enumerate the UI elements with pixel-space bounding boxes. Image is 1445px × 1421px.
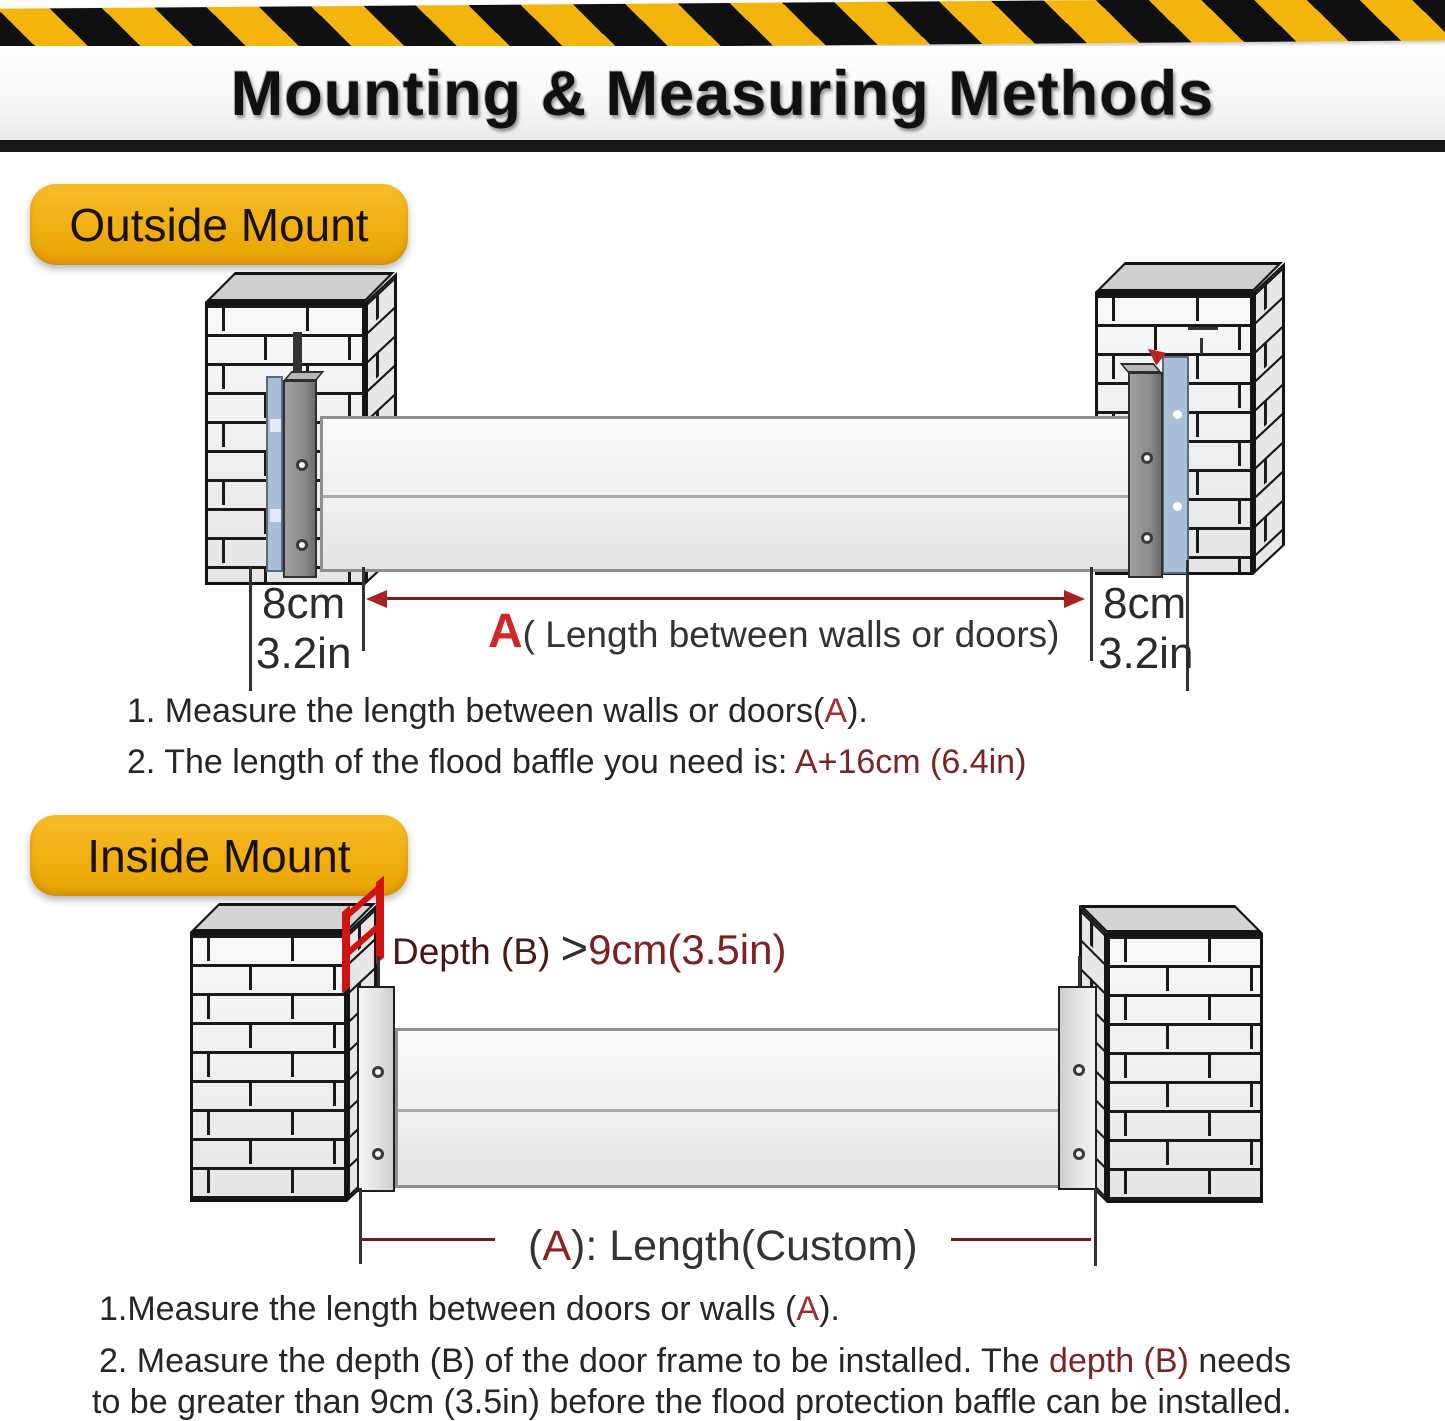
left-rail-blue-strip	[266, 376, 283, 572]
depth-value: 9cm(3.5in)	[588, 926, 787, 973]
anchor-slot-mark	[1200, 338, 1203, 354]
inside-right-rail	[1058, 986, 1097, 1190]
greater-than-sign: >	[560, 921, 589, 974]
step-highlight: A	[796, 1290, 820, 1328]
outside-step-1	[127, 692, 868, 731]
inside-right-pillar-front-face	[1107, 933, 1263, 1203]
flood-barrier-inside	[395, 1028, 1062, 1188]
measure-tick	[249, 567, 252, 691]
length-label-text: (	[528, 1222, 543, 1270]
screw-hole	[1073, 1148, 1085, 1160]
step-text: to be greater than 9cm (3.5in) before the flood protection baffle can be installed.	[92, 1383, 1292, 1421]
screw-hole	[1141, 532, 1153, 544]
arrowhead-left	[366, 590, 387, 608]
title-bar-divider	[0, 140, 1445, 152]
step-highlight: A+16cm (6.4in)	[794, 743, 1027, 781]
rail-slot	[270, 419, 281, 432]
screw-hole	[372, 1148, 384, 1160]
outside-step-2	[127, 743, 1026, 782]
step-highlight: A	[824, 692, 848, 730]
step-text: needs	[1188, 1342, 1291, 1380]
depth-label-text: Depth (B)	[392, 931, 561, 972]
right-rail-blue-strip	[1162, 356, 1189, 574]
inside-mount-badge-label: Inside Mount	[87, 829, 351, 882]
right-offset-in: 3.2in	[1098, 629, 1194, 678]
title-bar	[0, 46, 1445, 141]
length-measure-line	[362, 1238, 495, 1241]
left-offset-cm: 8cm	[262, 579, 346, 628]
span-measure-arrow	[374, 597, 1076, 600]
outside-mount-badge-label: Outside Mount	[69, 198, 369, 251]
step-text: 1. Measure the length between walls or doors(	[127, 692, 825, 730]
length-label-text: ): Length(Custom)	[571, 1222, 918, 1270]
step-text: ).	[819, 1290, 840, 1328]
inside-right-pillar-top-face	[1079, 905, 1263, 933]
span-measure-label	[488, 604, 1059, 659]
inside-left-pillar-front-face	[190, 932, 347, 1202]
inside-left-rail	[357, 986, 395, 1192]
step-text: ).	[847, 692, 868, 730]
outside-mount-badge	[30, 184, 408, 265]
inside-step-2	[99, 1342, 1291, 1381]
rail-slot	[1173, 502, 1182, 511]
dimension-a: A	[488, 605, 523, 658]
page-title: Mounting & Measuring Methods	[230, 58, 1215, 129]
outside-right-pillar-top-face	[1095, 262, 1283, 292]
dimension-a: A	[542, 1222, 572, 1270]
inside-step-2-continued	[92, 1383, 1292, 1421]
left-offset-in: 3.2in	[256, 629, 352, 678]
barrier-panel-seam	[398, 1109, 1059, 1112]
left-rail-anchor-pin	[377, 956, 380, 988]
rail-slot	[270, 509, 281, 522]
measure-tick	[1090, 567, 1093, 661]
barrier-panel-seam	[323, 495, 1132, 498]
length-custom-label	[528, 1222, 918, 1271]
right-rail-anchor-pin	[1078, 956, 1081, 988]
inside-mount-badge	[30, 815, 408, 896]
step-highlight: depth (B)	[1049, 1342, 1189, 1380]
measure-tick	[1094, 1188, 1097, 1266]
outside-right-pillar-side-face	[1253, 262, 1285, 575]
span-measure-text: ( Length between walls or doors)	[522, 614, 1060, 655]
left-mounting-rail	[283, 380, 317, 578]
screw-hole	[296, 539, 308, 551]
screw-hole	[1141, 452, 1153, 464]
outside-left-pillar-top-face	[205, 272, 395, 302]
inside-step-1	[99, 1290, 840, 1329]
measure-tick	[359, 1188, 362, 1264]
step-text: 2. Measure the depth (B) of the door frame to be installed. The	[99, 1342, 1050, 1380]
hazard-stripe-banner	[0, 0, 1445, 52]
step-text: 2. The length of the flood baffle you need is:	[127, 743, 795, 781]
right-offset-cm: 8cm	[1103, 579, 1187, 628]
step-text: 1.Measure the length between doors or walls (	[99, 1290, 797, 1328]
screw-hole	[372, 1066, 384, 1078]
flood-barrier-outside	[320, 416, 1135, 572]
screw-hole	[1073, 1064, 1085, 1076]
rail-slot	[1173, 410, 1182, 419]
depth-requirement-label	[392, 920, 786, 975]
screw-hole	[296, 459, 308, 471]
measure-tick	[362, 567, 365, 651]
anchor-slot-mark	[1188, 327, 1218, 330]
length-measure-line	[951, 1238, 1091, 1241]
right-mounting-rail	[1128, 372, 1163, 578]
arrowhead-right	[1064, 590, 1085, 608]
